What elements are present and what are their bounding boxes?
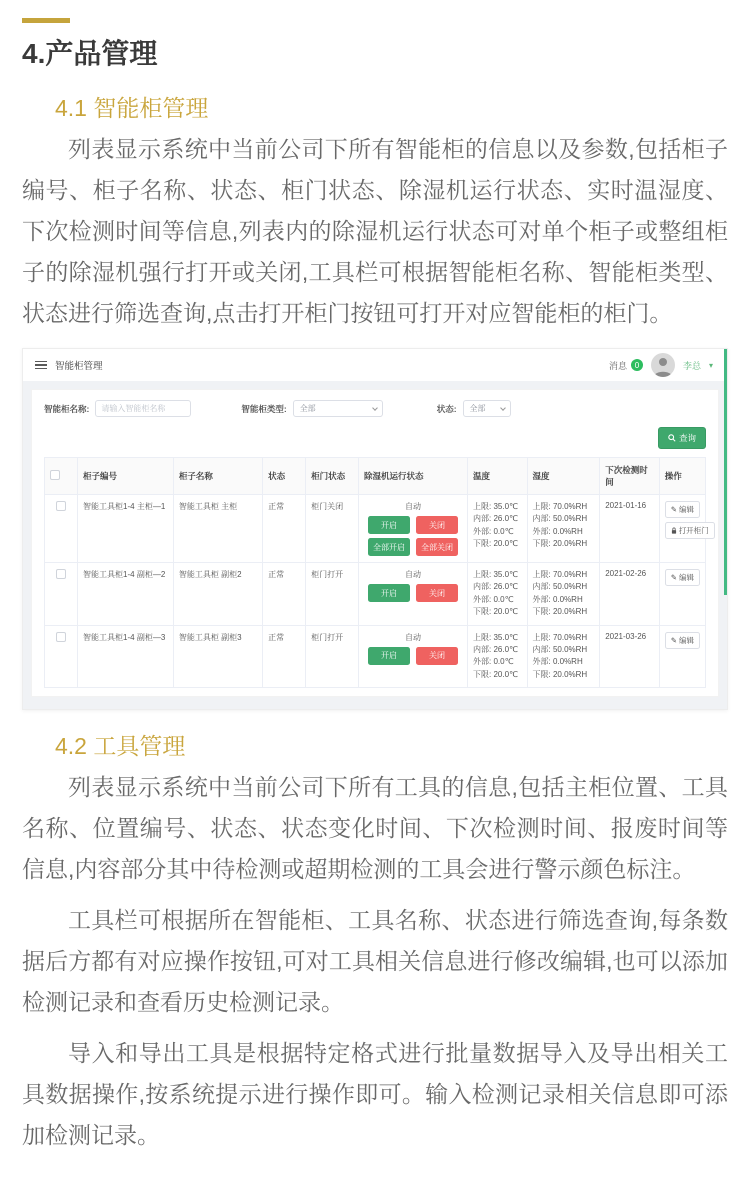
door-status-cell: 柜门打开 [306,563,359,626]
actions-cell [659,563,705,626]
chevron-down-icon [500,405,506,411]
edit-button[interactable] [665,501,700,518]
select-all-checkbox[interactable] [50,470,60,480]
heading-4-2: 4.2 工具管理 [55,733,186,760]
edit-button[interactable] [665,569,700,586]
document-page [0,18,750,1156]
status-cell: 正常 [263,625,306,688]
chevron-down-icon: ▾ [708,360,713,370]
temp-upper: 上限: 35.0℃ [473,502,519,511]
search-button-label: 查询 [678,433,696,443]
chevron-down-icon [372,405,378,411]
temp-outer: 外部: 0.0℃ [473,657,514,667]
actions-cell [659,495,709,563]
temp-inner: 内部: 26.0℃ [473,514,519,524]
humidity-inner: 内部: 50.0%RH [532,644,588,654]
search-icon [668,434,676,442]
dehumidifier-all-off-button[interactable]: 全部关闭 [416,538,458,556]
app-page-title: 智能柜管理 [55,361,103,372]
temp-lower: 下限: 20.0℃ [473,669,519,679]
row-checkbox[interactable] [56,501,66,511]
status-cell: 正常 [263,495,306,563]
table-row [45,563,706,626]
avatar[interactable] [651,353,675,377]
humidity-lower: 下限: 20.0%RH [532,539,588,549]
humidity-inner: 内部: 50.0%RH [532,582,588,592]
table-header-row [45,458,706,495]
cabinet-id-cell: 智能工具柜1-4 副柜—2 [78,563,174,626]
temp-lower: 下限: 20.0℃ [473,539,519,549]
dehumidifier-on-button[interactable]: 开启 [368,584,410,602]
humidity-lower: 下限: 20.0%RH [532,669,588,679]
temp-lower: 下限: 20.0℃ [473,607,519,617]
col-header-status: 状态 [263,458,306,495]
humidity-cell [527,625,600,688]
lock-icon [671,527,677,534]
next-check-cell: 2021-03-26 [600,625,659,688]
dehumidifier-all-on-button[interactable]: 全部开启 [368,538,410,556]
open-door-button[interactable] [665,522,715,539]
dehumidifier-on-button[interactable]: 开启 [368,516,410,534]
scrollbar[interactable] [724,349,727,595]
temperature-cell [468,625,527,688]
humidity-outer: 外部: 0.0%RH [532,526,583,536]
table-row [45,625,706,688]
edit-button-label: 编辑 [678,573,694,582]
dehumidifier-on-button[interactable]: 开启 [368,647,410,665]
humidity-lower: 下限: 20.0%RH [532,607,588,617]
edit-button[interactable] [665,632,700,649]
cabinet-name-cell: 智能工具柜 副柜2 [173,563,262,626]
temperature-cell [468,495,527,563]
paragraph-4-2-a: 列表显示系统中当前公司下所有工具的信息,包括主柜位置、工具名称、位置编号、状态、状态变化时间、下次检测时间、报废时间等信息,内容部分其中待检测或超期检测的工具会进行警示颜色标注。 [22,774,728,883]
app-content [23,381,727,709]
humidity-outer: 外部: 0.0%RH [532,594,583,604]
person-icon [651,353,675,377]
user-menu[interactable]: 李总 [682,360,701,371]
pencil-icon: ✎ [670,573,677,582]
edit-button-label: 编辑 [678,505,694,514]
dehumidifier-mode: 自动 [404,570,421,579]
row-checkbox[interactable] [56,569,66,579]
row-checkbox[interactable] [56,632,66,642]
paragraph-4-2-b: 工具栏可根据所在智能柜、工具名称、状态进行筛选查询,每条数据后方都有对应操作按钮,可对工具相关信息进行修改编辑,也可以添加检测记录和查看历史检测记录。 [22,907,728,1016]
status-select[interactable] [463,400,511,417]
col-header-door-status: 柜门状态 [306,458,359,495]
next-check-cell: 2021-01-16 [600,495,659,563]
col-header-dehumidifier: 除湿机运行状态 [358,458,467,495]
search-button-row [44,427,706,449]
pencil-icon: ✎ [670,505,677,514]
actions-cell [659,625,705,688]
paragraph-4-1: 列表显示系统中当前公司下所有智能柜的信息以及参数,包括柜子编号、柜子名称、状态、柜门状态、除湿机运行状态、实时温湿度、下次检测时间等信息,列表内的除湿机运行状态可对单个柜子或整组柜子的除湿机强行打开或关闭,工具栏可根据智能柜名称、智能柜类型、状态进行筛选查询,点击打开柜门按钮可打开对应智能柜的柜门。 [22,136,728,326]
cabinet-type-select[interactable] [293,400,383,417]
cabinet-type-label: 智能柜类型: [241,403,287,414]
smart-cabinet-app-screenshot [22,348,728,710]
humidity-inner: 内部: 50.0%RH [532,514,588,524]
humidity-cell [527,495,600,563]
section-accent-bar [22,18,70,23]
pencil-icon: ✎ [670,635,677,645]
dehumidifier-mode: 自动 [404,632,421,642]
search-button[interactable] [658,427,706,449]
edit-button-label: 编辑 [678,635,694,645]
dehumidifier-cell [358,495,467,563]
humidity-upper: 上限: 70.0%RH [532,570,588,579]
col-header-cabinet-name: 柜子名称 [173,458,262,495]
humidity-cell [527,563,600,626]
col-header-next-check: 下次检测时间 [600,458,659,495]
cabinet-table [44,457,709,688]
messages-link[interactable]: 消息 [608,360,627,371]
list-panel [31,389,719,697]
filter-toolbar [44,400,706,417]
col-header-humidity: 湿度 [527,458,600,495]
dehumidifier-mode: 自动 [404,502,421,511]
open-door-button-label: 打开柜门 [678,526,709,535]
dehumidifier-cell [358,625,467,688]
cabinet-name-cell: 智能工具柜 副柜3 [173,625,262,688]
navbar-left [35,358,103,372]
dehumidifier-off-button[interactable]: 关闭 [416,584,458,602]
temp-inner: 内部: 26.0℃ [473,644,519,654]
dehumidifier-off-button[interactable]: 关闭 [416,647,458,665]
col-header-actions: 操作 [659,458,705,495]
hamburger-menu-icon[interactable] [35,361,47,370]
temperature-cell [468,563,527,626]
status-filter-value: 全部 [469,404,486,413]
dehumidifier-cell [358,563,467,626]
temp-outer: 外部: 0.0℃ [473,594,514,604]
col-header-cabinet-id: 柜子编号 [78,458,174,495]
app-navbar [23,349,727,381]
humidity-outer: 外部: 0.0%RH [532,657,583,667]
door-status-cell: 柜门打开 [306,625,359,688]
status-filter-label: 状态: [436,403,457,414]
temp-outer: 外部: 0.0℃ [473,526,514,536]
temp-upper: 上限: 35.0℃ [473,632,519,642]
dehumidifier-off-button[interactable]: 关闭 [416,516,458,534]
humidity-upper: 上限: 70.0%RH [532,502,588,511]
cabinet-id-cell: 智能工具柜1-4 副柜—3 [78,625,174,688]
humidity-upper: 上限: 70.0%RH [532,632,588,642]
cabinet-name-label: 智能柜名称: [44,403,90,414]
messages-count-badge: 0 [631,359,643,371]
paragraph-4-2-c: 导入和导出工具是根据特定格式进行批量数据导入及导出相关工具数据操作,按系统提示进行操作即可。输入检测记录相关信息即可添加检测记录。 [22,1040,728,1149]
cabinet-id-cell: 智能工具柜1-4 主柜—1 [78,495,174,563]
page-title: 4.产品管理 [22,38,158,69]
cabinet-type-value: 全部 [299,404,316,413]
next-check-cell: 2021-02-26 [600,563,659,626]
col-header-temperature: 温度 [468,458,527,495]
navbar-right [609,353,713,377]
cabinet-name-input[interactable] [95,400,191,417]
temp-upper: 上限: 35.0℃ [473,570,519,579]
status-cell: 正常 [263,563,306,626]
door-status-cell: 柜门关闭 [306,495,359,563]
heading-4-1: 4.1 智能柜管理 [55,95,209,121]
cabinet-name-cell: 智能工具柜 主柜 [173,495,262,563]
temp-inner: 内部: 26.0℃ [473,582,519,592]
table-row [45,495,706,563]
